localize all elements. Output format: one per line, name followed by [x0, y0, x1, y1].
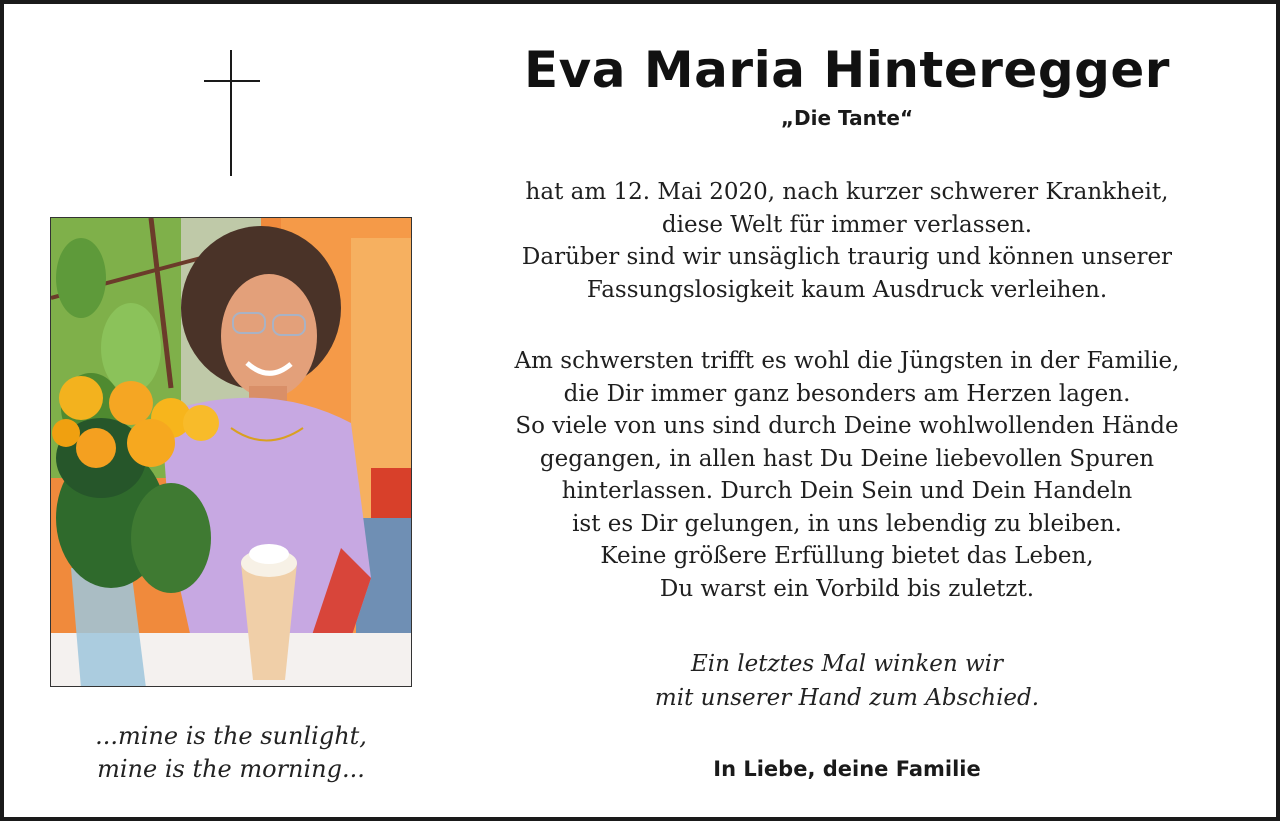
quote-line: mine is the morning...	[97, 755, 365, 783]
quote-line: ...mine is the sunlight,	[95, 722, 367, 750]
deceased-name: Eva Maria Hinteregger	[524, 41, 1170, 99]
announcement-paragraph	[484, 176, 1210, 306]
tribute-line: die Dir immer ganz besonders am Herzen lagen.	[563, 380, 1131, 407]
tribute-line: Am schwersten trifft es wohl die Jüngsten in der Familie,	[514, 348, 1180, 374]
tribute-line: ist es Dir gelungen, in uns lebendig zu bleiben.	[572, 510, 1122, 537]
announcement-line: Fassungslosigkeit kaum Ausdruck verleihen.	[586, 276, 1108, 303]
announcement-line: diese Welt für immer verlassen.	[661, 211, 1033, 238]
portrait-photo	[50, 217, 412, 687]
announcement-line: hat am 12. Mai 2020, nach kurzer schwerer Krankheit,	[525, 179, 1169, 205]
tribute-paragraph	[484, 345, 1210, 605]
cross-icon	[204, 50, 260, 176]
farewell-line: mit unserer Hand zum Abschied.	[654, 685, 1040, 711]
farewell-line: Ein letztes Mal winken wir	[690, 651, 1004, 677]
signature: In Liebe, deine Familie	[713, 757, 981, 781]
tribute-line: Du warst ein Vorbild bis zuletzt.	[659, 575, 1035, 602]
announcement-line: Darüber sind wir unsäglich traurig und können unserer	[521, 244, 1173, 270]
nickname: „Die Tante“	[780, 106, 914, 130]
quote	[50, 720, 412, 786]
tribute-line: gegangen, in allen hast Du Deine liebevollen Spuren	[539, 445, 1155, 472]
farewell-verse	[484, 647, 1210, 715]
tribute-line: So viele von uns sind durch Deine wohlwollenden Hände	[515, 413, 1179, 439]
tribute-line: hinterlassen. Durch Dein Sein und Dein Handeln	[561, 478, 1133, 504]
tribute-line: Keine größere Erfüllung bietet das Leben,	[600, 543, 1094, 569]
